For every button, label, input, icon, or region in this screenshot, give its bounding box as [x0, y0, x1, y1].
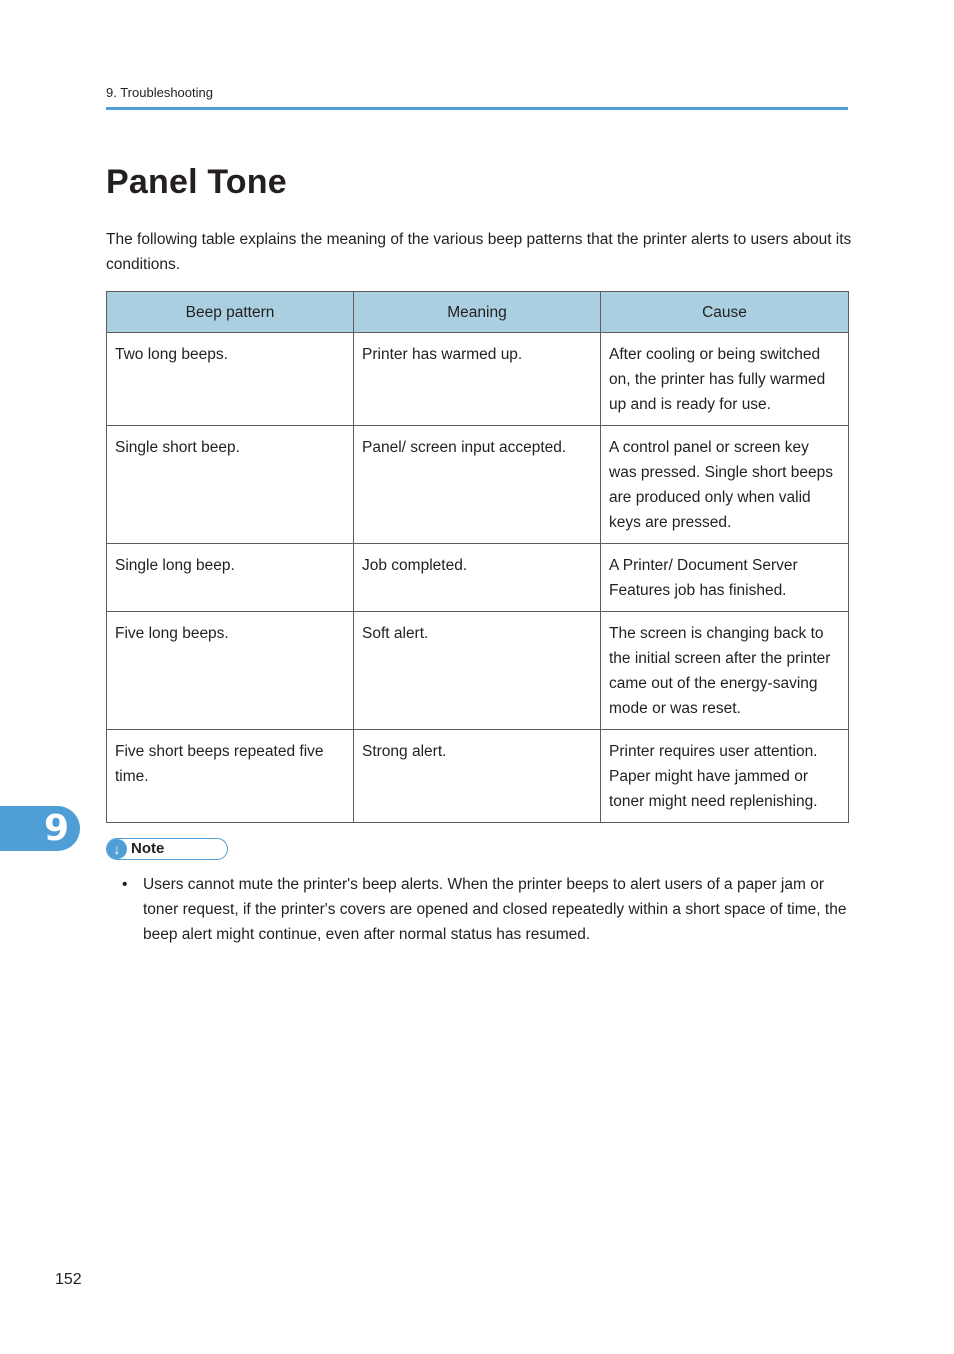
- cause-cell: The screen is changing back to the initial screen after the printer came out of the energy-saving mode or was reset.: [601, 612, 849, 730]
- note-badge: [106, 838, 228, 860]
- table-row: [107, 730, 849, 823]
- table-header-row: [107, 292, 849, 333]
- table-row: [107, 612, 849, 730]
- beep-pattern-cell: Single short beep.: [107, 426, 354, 544]
- list-item: [106, 872, 848, 947]
- header-rule: [106, 107, 848, 110]
- note-text: Users cannot mute the printer's beep alerts. When the printer beeps to alert users of a paper jam or toner request, if the printer's covers are opened and closed repeatedly within a short space of time, the beep alert might continue, even after normal status has resumed.: [143, 876, 847, 943]
- beep-pattern-cell: Five long beeps.: [107, 612, 354, 730]
- table-row: [107, 544, 849, 612]
- table-row: [107, 426, 849, 544]
- arrow-down-circle-icon: ↓: [107, 839, 127, 859]
- beep-pattern-cell: Single long beep.: [107, 544, 354, 612]
- running-header: 9. Troubleshooting: [106, 85, 213, 100]
- cause-cell: A Printer/ Document Server Features job has finished.: [601, 544, 849, 612]
- column-header-beep-pattern: Beep pattern: [107, 292, 354, 333]
- cause-cell: Printer requires user attention. Paper might have jammed or toner might need replenishing.: [601, 730, 849, 823]
- beep-pattern-table: [106, 291, 849, 823]
- meaning-cell: Printer has warmed up.: [354, 333, 601, 426]
- note-label: Note: [131, 840, 165, 857]
- beep-pattern-cell: Two long beeps.: [107, 333, 354, 426]
- page-number: 152: [55, 1271, 82, 1288]
- note-list: [106, 872, 848, 947]
- chapter-number: 9: [44, 808, 70, 849]
- intro-paragraph: The following table explains the meaning of the various beep patterns that the printer alerts to users about its conditions.: [106, 231, 852, 273]
- meaning-cell: Job completed.: [354, 544, 601, 612]
- column-header-meaning: Meaning: [354, 292, 601, 333]
- page-title: Panel Tone: [106, 163, 287, 201]
- cause-cell: A control panel or screen key was pressed. Single short beeps are produced only when valid keys are pressed.: [601, 426, 849, 544]
- meaning-cell: Soft alert.: [354, 612, 601, 730]
- column-header-cause: Cause: [601, 292, 849, 333]
- meaning-cell: Strong alert.: [354, 730, 601, 823]
- meaning-cell: Panel/ screen input accepted.: [354, 426, 601, 544]
- bullet-icon: •: [122, 876, 128, 893]
- beep-pattern-cell: Five short beeps repeated five time.: [107, 730, 354, 823]
- table-row: [107, 333, 849, 426]
- chapter-tab: [0, 806, 80, 851]
- cause-cell: After cooling or being switched on, the printer has fully warmed up and is ready for use.: [601, 333, 849, 426]
